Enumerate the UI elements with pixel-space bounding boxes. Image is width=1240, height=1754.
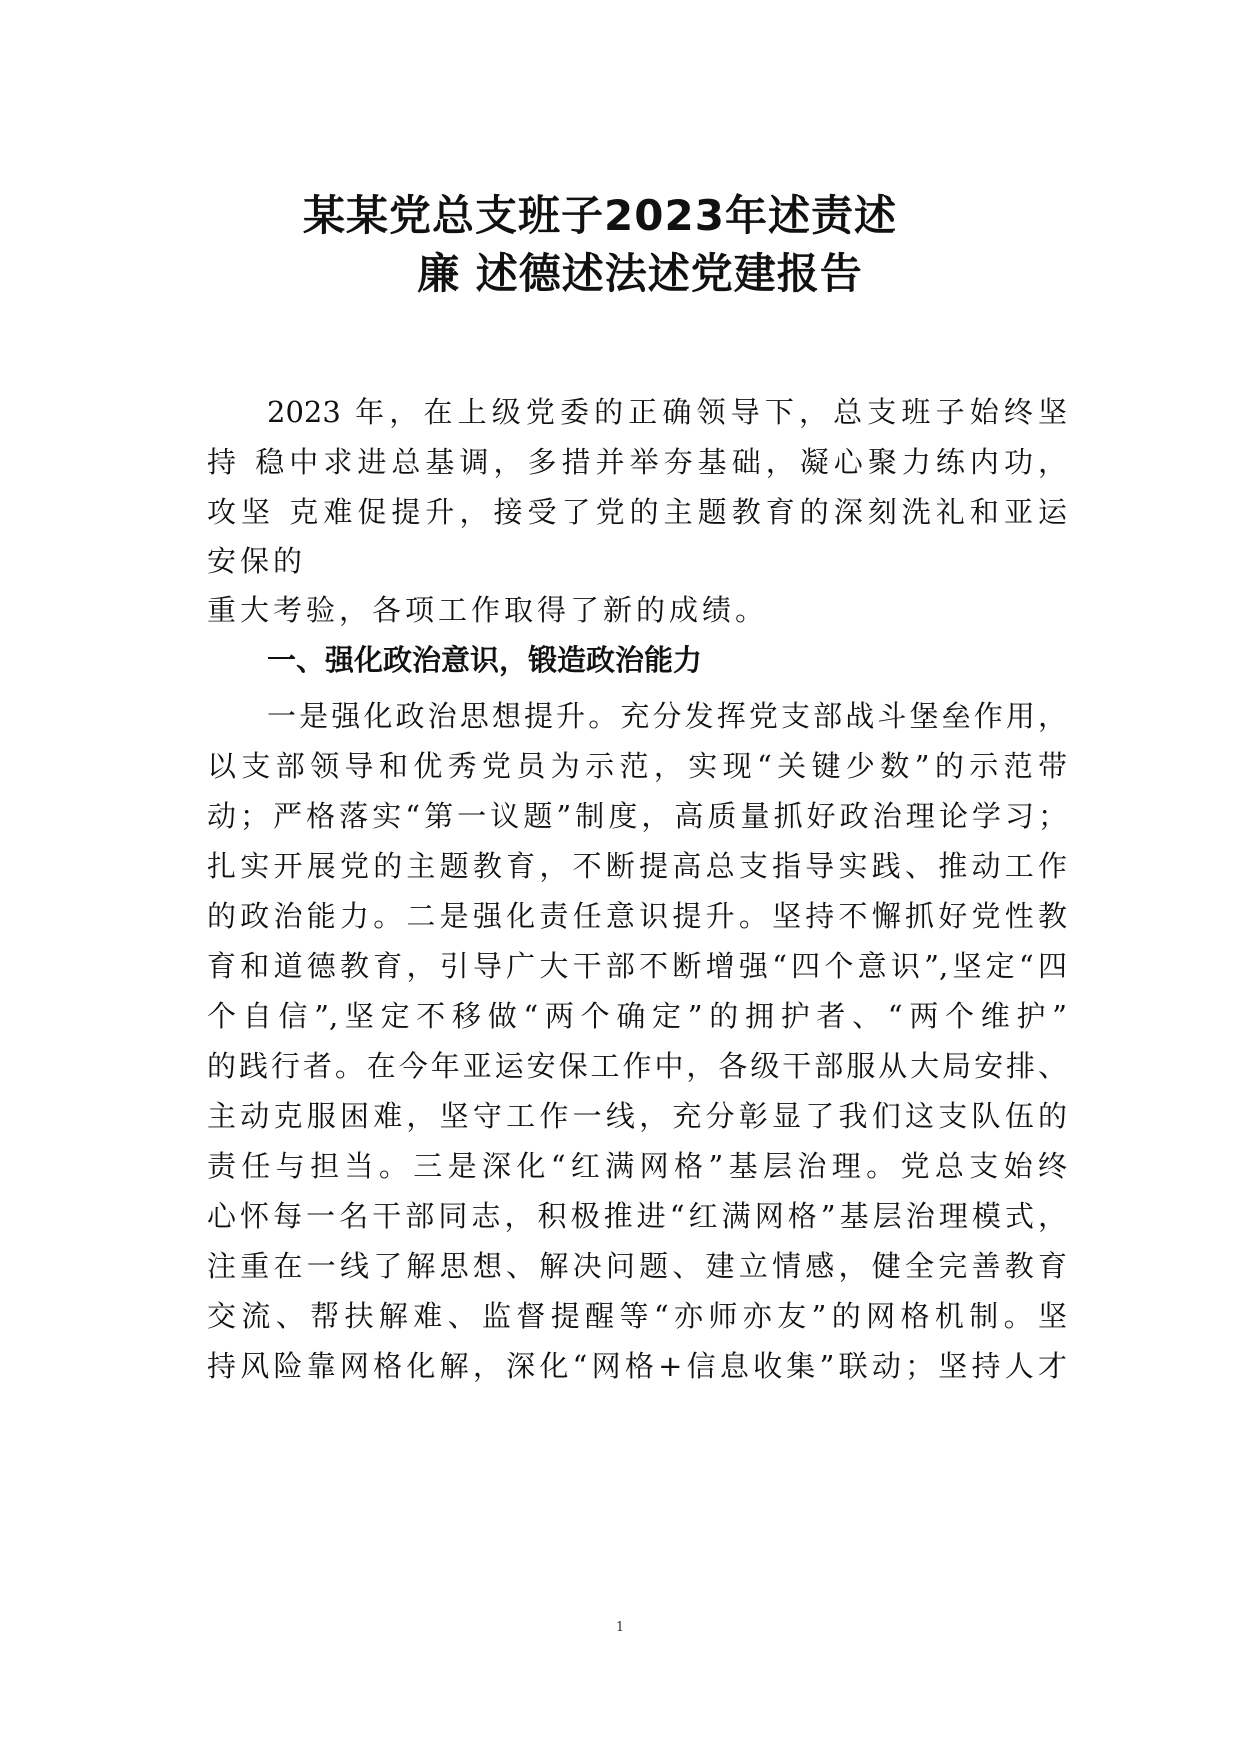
section-line-10: 责任与担当。三是深化“红满网格”基层治理。党总支始终 [207,1149,1067,1183]
section-line-3: 动；严格落实“第一议题”制度，高质量抓好政治理论学习； [207,799,1067,833]
section-line-1: 一是强化政治思想提升。充分发挥党支部战斗堡垒作用， [267,699,1067,733]
page-number: 1 [615,1620,625,1635]
intro-line-4: 安保的 [207,544,307,578]
intro-line-5: 重大考验，各项工作取得了新的成绩。 [207,593,769,627]
section-line-6: 育和道德教育，引导广大干部不断增强“四个意识”,坚定“四 [207,949,1067,983]
document-title-line-2: 廉 述德述法述党建报告 [417,249,863,298]
section-line-11: 心怀每一名干部同志，积极推进“红满网格”基层治理模式， [207,1199,1067,1233]
section-line-2: 以支部领导和优秀党员为示范，实现“关键少数”的示范带 [207,749,1067,783]
intro-line-1: 2023 年，在上级党委的正确领导下，总支班子始终坚 [267,395,1067,429]
section-line-5: 的政治能力。二是强化责任意识提升。坚持不懈抓好党性教 [207,899,1067,933]
section-line-13: 交流、帮扶解难、监督提醒等“亦师亦友”的网格机制。坚 [207,1299,1067,1333]
section-heading: 一、强化政治意识，锻造政治能力 [267,643,703,677]
section-line-12: 注重在一线了解思想、解决问题、建立情感，健全完善教育 [207,1249,1067,1283]
section-line-7: 个自信”,坚定不移做“两个确定”的拥护者、“两个维护” [207,999,1067,1033]
section-line-8: 的践行者。在今年亚运安保工作中，各级干部服从大局安排、 [207,1049,1067,1083]
intro-line-3: 攻坚 克难促提升，接受了党的主题教育的深刻洗礼和亚运 [207,495,1067,529]
document-title-line-1: 某某党总支班子2023年述责述 [303,191,897,240]
section-line-9: 主动克服困难，坚守工作一线，充分彰显了我们这支队伍的 [207,1099,1067,1133]
section-line-14: 持风险靠网格化解，深化“网格+信息收集”联动；坚持人才 [207,1349,1067,1383]
intro-line-2: 持 稳中求进总基调，多措并举夯基础，凝心聚力练内功， [207,445,1067,479]
section-line-4: 扎实开展党的主题教育，不断提高总支指导实践、推动工作 [207,849,1067,883]
